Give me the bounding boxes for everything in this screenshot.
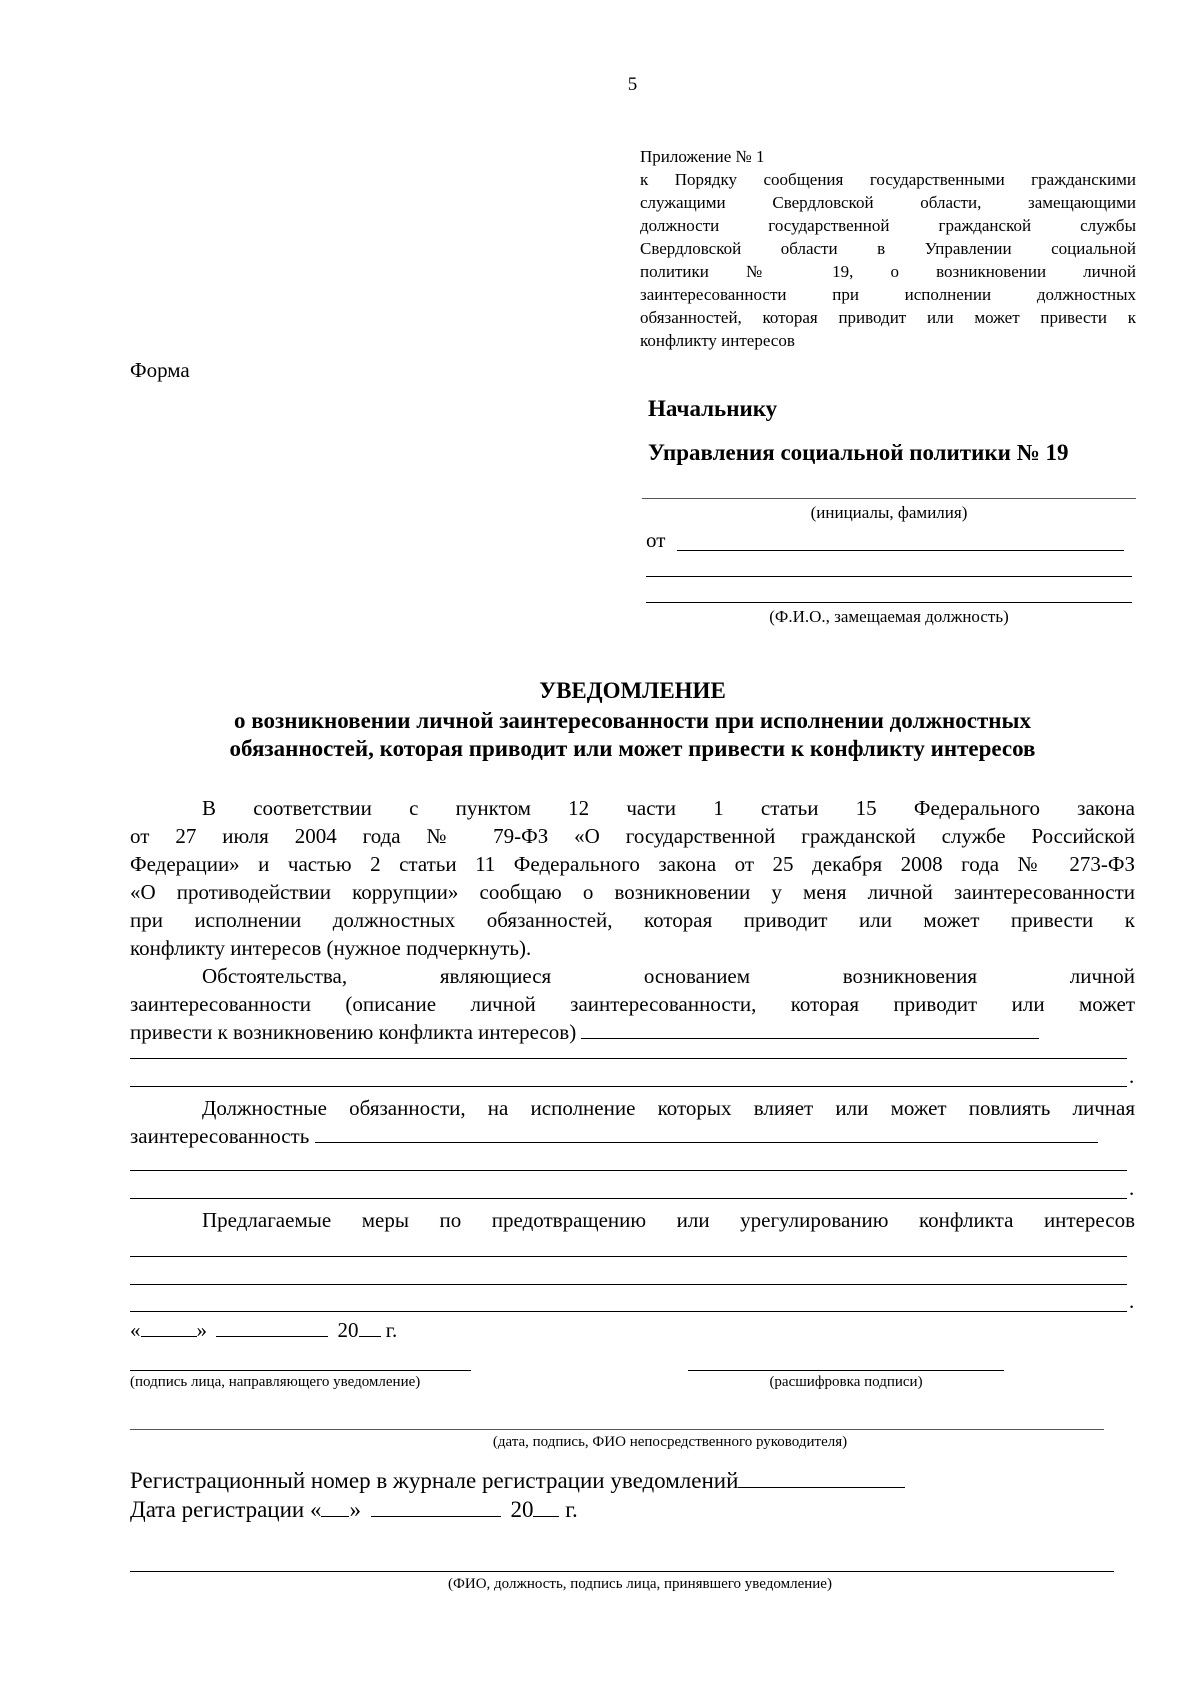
- registration-date: [130, 1496, 578, 1523]
- year-suffix: г.: [565, 1497, 578, 1522]
- manager-signature-line[interactable]: [130, 1429, 1104, 1430]
- form-label: Форма: [130, 358, 190, 382]
- appendix-line: к Порядку сообщения государственными гражданскими: [640, 170, 1136, 189]
- appendix-line: должности государственной гражданской службы: [640, 216, 1136, 235]
- measures-field-line[interactable]: [130, 1311, 1127, 1312]
- period: .: [1129, 1176, 1135, 1200]
- signature-decode-line[interactable]: [688, 1370, 1004, 1371]
- addressee-organization: Управления социальной политики № 19: [648, 440, 1069, 465]
- year-prefix: 20: [510, 1497, 534, 1522]
- signature-line[interactable]: [130, 1370, 471, 1371]
- appendix-line: служащими Свердловской области, замещающими: [640, 193, 1136, 212]
- manager-caption: (дата, подпись, ФИО непосредственного руководителя): [492, 1434, 848, 1450]
- registration-number: [130, 1467, 905, 1494]
- close-quote: »: [349, 1497, 361, 1522]
- duties-field[interactable]: [315, 1122, 1098, 1143]
- year-prefix: 20: [337, 1318, 359, 1342]
- from-label: от: [646, 528, 666, 552]
- initials-caption: (инициалы, фамилия): [810, 503, 968, 522]
- year-suffix: г.: [385, 1318, 398, 1342]
- appendix-line: политики № 19, о возникновении личной: [640, 262, 1136, 281]
- addressee-title: Начальнику: [648, 396, 778, 421]
- year-field[interactable]: [359, 1316, 381, 1337]
- duties-field-line[interactable]: [130, 1170, 1127, 1171]
- text-line: Федерации» и частью 2 статьи 11 Федерального закона от 25 декабря 2008 года № 273-ФЗ: [130, 852, 1135, 876]
- circumstances-field-line[interactable]: [130, 1086, 1127, 1087]
- registration-day-field[interactable]: [321, 1496, 349, 1517]
- measures-field-line[interactable]: [130, 1284, 1127, 1285]
- signer-caption: (подпись лица, направляющего уведомление): [130, 1374, 421, 1390]
- text-line: Должностные обязанности, на исполнение которых влияет или может повлиять личная: [202, 1096, 1135, 1120]
- from-field-line-1[interactable]: [677, 550, 1124, 551]
- paragraph-duties: [130, 1094, 1135, 1150]
- text-line: В соответствии с пунктом 12 части 1 статьи 15 Федерального закона: [202, 796, 1135, 820]
- fio-caption: (Ф.И.О., замещаемая должность): [769, 607, 1009, 626]
- document-subtitle-line: о возникновении личной заинтересованности при исполнении должностных: [233, 708, 1031, 733]
- page-number: 5: [627, 74, 638, 95]
- text-line: [130, 1018, 1135, 1046]
- date-line: [130, 1316, 397, 1343]
- duties-field-line[interactable]: [130, 1198, 1127, 1199]
- document-title: УВЕДОМЛЕНИЕ: [539, 678, 726, 703]
- appendix-header: [640, 145, 1136, 352]
- decode-caption: (расшифровка подписи): [769, 1374, 923, 1390]
- measures-field-line[interactable]: [130, 1256, 1127, 1257]
- registration-number-label: Регистрационный номер в журнале регистрации уведомлений: [130, 1468, 739, 1493]
- paragraph-circumstances: [130, 962, 1135, 1046]
- paragraph-measures: [130, 1206, 1135, 1234]
- open-quote: «: [130, 1318, 141, 1342]
- text-line-content: привести к возникновению конфликта интересов): [130, 1020, 577, 1044]
- registration-date-label: Дата регистрации «: [130, 1497, 322, 1522]
- text-line: заинтересованности (описание личной заинтересованности, которая приводит или может: [130, 992, 1135, 1016]
- registration-month-field[interactable]: [371, 1496, 501, 1517]
- document-subtitle-line: обязанностей, которая приводит или может привести к конфликту интересов: [229, 736, 1036, 761]
- circumstances-field-line[interactable]: [130, 1058, 1127, 1059]
- period: .: [1129, 1289, 1135, 1313]
- text-line: Предлагаемые меры по предотвращению или урегулированию конфликта интересов: [202, 1208, 1135, 1232]
- receiver-caption: (ФИО, должность, подпись лица, принявшего уведомление): [448, 1576, 832, 1592]
- text-line-content: заинтересованность: [130, 1124, 310, 1148]
- initials-line[interactable]: [642, 498, 1136, 499]
- text-line: «О противодействии коррупции» сообщаю о возникновении у меня личной заинтересованности: [130, 880, 1135, 904]
- close-quote: »: [196, 1318, 207, 1342]
- text-line: от 27 июля 2004 года № 79-ФЗ «О государственной гражданской службе Российской: [130, 824, 1135, 848]
- appendix-line: Приложение № 1: [640, 147, 765, 166]
- appendix-line: заинтересованности при исполнении должностных: [640, 285, 1136, 304]
- text-line: конфликту интересов (нужное подчеркнуть).: [130, 936, 532, 960]
- paragraph-legal-basis: [130, 794, 1135, 962]
- from-field-line-2[interactable]: [646, 576, 1132, 577]
- appendix-line: Свердловской области в Управлении социальной: [640, 239, 1136, 258]
- receiver-signature-line[interactable]: [130, 1571, 1114, 1572]
- text-line: при исполнении должностных обязанностей, которая приводит или может привести к: [130, 908, 1135, 932]
- appendix-line: обязанностей, которая приводит или может привести к: [640, 308, 1136, 327]
- text-line: Обстоятельства, являющиеся основанием возникновения личной: [202, 964, 1135, 988]
- registration-year-field[interactable]: [533, 1496, 559, 1517]
- appendix-line: конфликту интересов: [640, 331, 795, 350]
- day-field[interactable]: [141, 1316, 197, 1337]
- from-field-line-3[interactable]: [646, 602, 1132, 603]
- period: .: [1129, 1064, 1135, 1088]
- text-line: [130, 1122, 1135, 1150]
- month-field[interactable]: [216, 1316, 328, 1337]
- circumstances-field[interactable]: [581, 1018, 1039, 1039]
- registration-number-field[interactable]: [738, 1467, 905, 1488]
